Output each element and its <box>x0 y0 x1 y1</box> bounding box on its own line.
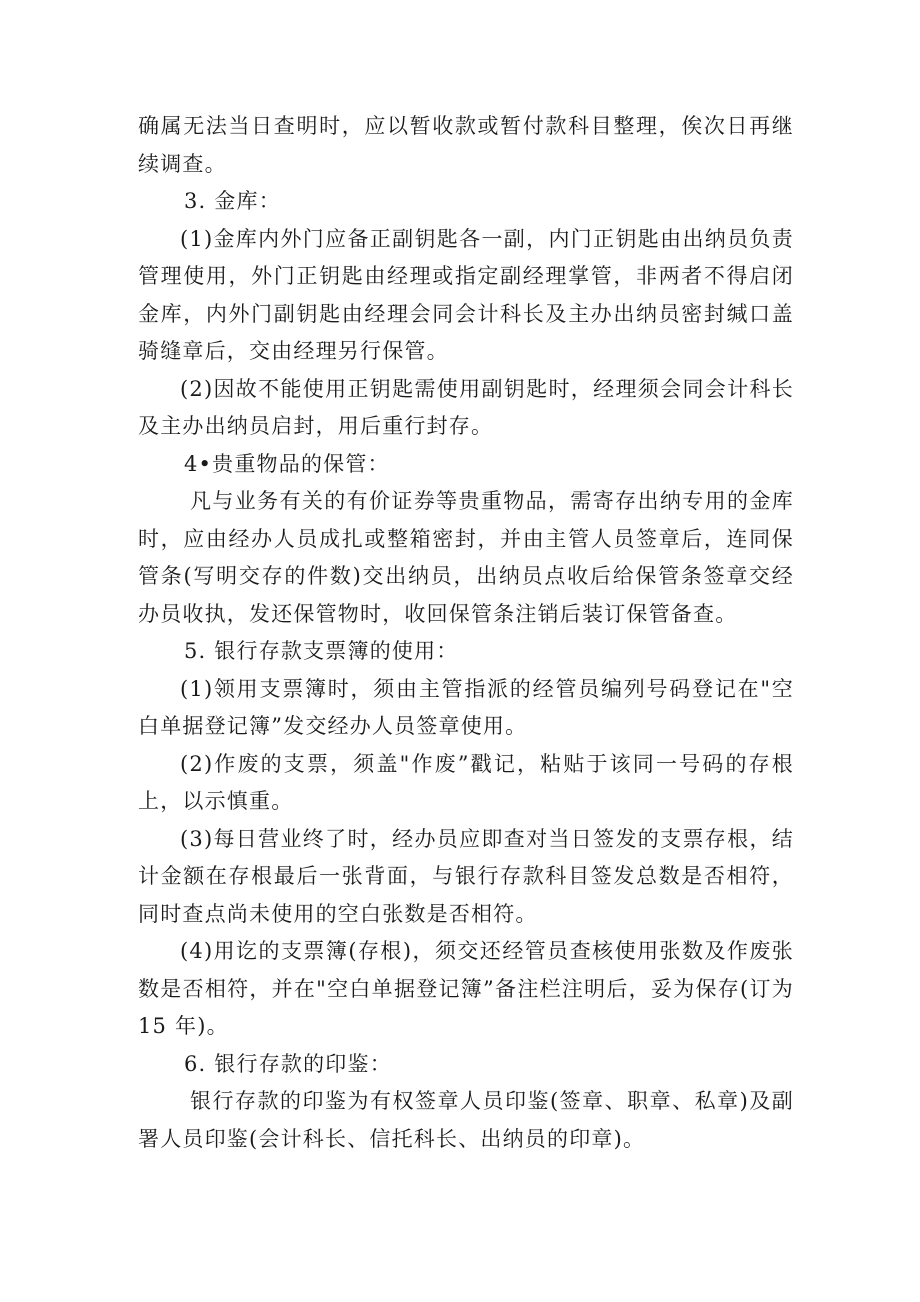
paragraph-continuation: 确属无法当日查明时，应以暂收款或暂付款科目整理，俟次日再继续调查。 <box>138 114 794 176</box>
paragraph-checkbook-item-2: (2)作废的支票，须盖"作废”戳记，粘贴于该同一号码的存根上，以示慎重。 <box>138 751 794 813</box>
paragraph-seal: 银行存款的印鉴为有权签章人员印鉴(签章、职章、私章)及副署人员印鉴(会计科长、信托科长、出纳员的印章)。 <box>138 1089 794 1151</box>
paragraph-checkbook-item-3: (3)每日营业终了时，经办员应即查对当日签发的支票存根，结计金额在存根最后一张背面，与银行存款科目签发总数是否相符，同时查点尚未使用的空白张数是否相符。 <box>138 826 794 926</box>
section-heading-valuables: 4•贵重物品的保管： <box>184 451 390 476</box>
paragraph-valuables: 凡与业务有关的有价证券等贵重物品，需寄存出纳专用的金库时，应由经办人员成扎或整箱密封，并由主管人员签章后，连同保管条(写明交存的件数)交出纳员，出纳员点收后给保管条签章交经办员收执，发还保管物时，收回保管条注销后装订保管备查。 <box>138 489 794 626</box>
section-heading-checkbook: 5. 银行存款支票簿的使用： <box>184 639 459 663</box>
paragraph-checkbook-item-4: (4)用讫的支票簿(存根)，须交还经管员查核使用张数及作废张数是否相符，并在"空白单据登记簿”备注栏注明后，妥为保存(订为 15 年)。 <box>138 939 794 1038</box>
section-heading-vault: 3. 金库： <box>184 189 281 213</box>
section-heading-seal: 6. 银行存款的印鉴： <box>184 1051 392 1076</box>
document-body <box>138 108 794 1158</box>
paragraph-checkbook-item-1: (1)领用支票簿时，须由主管指派的经管员编列号码登记在"空白单据登记簿”发交经办人员签章使用。 <box>138 676 794 738</box>
paragraph-vault-item-2: (2)因故不能使用正钥匙需使用副钥匙时，经理须会同会计科长及主办出纳员启封，用后重行封存。 <box>138 376 794 438</box>
paragraph-vault-item-1: (1)金库内外门应备正副钥匙各一副，内门正钥匙由出纳员负责管理使用，外门正钥匙由经理或指定副经理掌管，非两者不得启闭金库，内外门副钥匙由经理会同会计科长及主办出纳员密封缄口盖骑缝章后，交由经理另行保管。 <box>138 226 794 363</box>
